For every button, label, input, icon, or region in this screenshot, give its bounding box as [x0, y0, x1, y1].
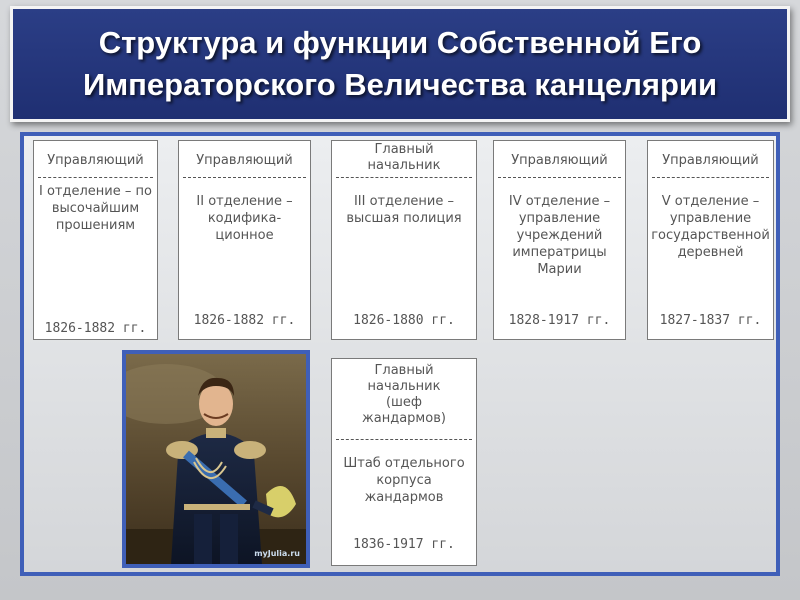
- box-divider: [498, 177, 621, 178]
- box-description: V отделение – управление государственной деревней: [651, 194, 770, 260]
- box-divider: [183, 177, 306, 178]
- department-box-6: [331, 358, 477, 566]
- box-divider: [38, 177, 153, 178]
- box-description: III отделение – высшая полиция: [346, 194, 462, 226]
- department-box-2: [178, 140, 311, 340]
- department-box-4: [493, 140, 626, 340]
- box-head: Главный начальник: [367, 142, 441, 173]
- box-years: 1826-1882 гг.: [44, 321, 147, 336]
- box-divider: [336, 177, 472, 178]
- box-description: IV отделение – управление учреждений императрицы Марии: [508, 194, 611, 277]
- box-head: Управляющий: [196, 153, 293, 168]
- box-head: Управляющий: [511, 153, 608, 168]
- box-head: Главный начальник (шеф жандармов): [362, 363, 446, 426]
- box-divider: [336, 439, 472, 440]
- box-head: Управляющий: [47, 153, 144, 168]
- box-description: I отделение – по высочайшим прошениям: [39, 184, 152, 233]
- box-years: 1827-1837 гг.: [659, 313, 762, 328]
- box-years: 1826-1882 гг.: [193, 313, 296, 328]
- box-years: 1826-1880 гг.: [353, 313, 455, 328]
- portrait-image: [122, 350, 310, 568]
- title-banner: [10, 6, 790, 122]
- department-box-5: [647, 140, 774, 340]
- portrait-painting: [126, 354, 306, 564]
- box-description: Штаб отдельного корпуса жандармов: [343, 456, 465, 505]
- box-years: 1836-1917 гг.: [353, 537, 455, 552]
- watermark-text: myJulia.ru: [254, 549, 300, 558]
- department-box-3: [331, 140, 477, 340]
- box-description: II отделение – кодифика-ционное: [196, 194, 293, 243]
- department-box-1: [33, 140, 158, 340]
- box-head: Управляющий: [662, 153, 759, 168]
- box-divider: [652, 177, 769, 178]
- box-years: 1828-1917 гг.: [508, 313, 611, 328]
- page-title: Структура и функции Собственной Его Императорского Величества канцелярии: [82, 25, 718, 102]
